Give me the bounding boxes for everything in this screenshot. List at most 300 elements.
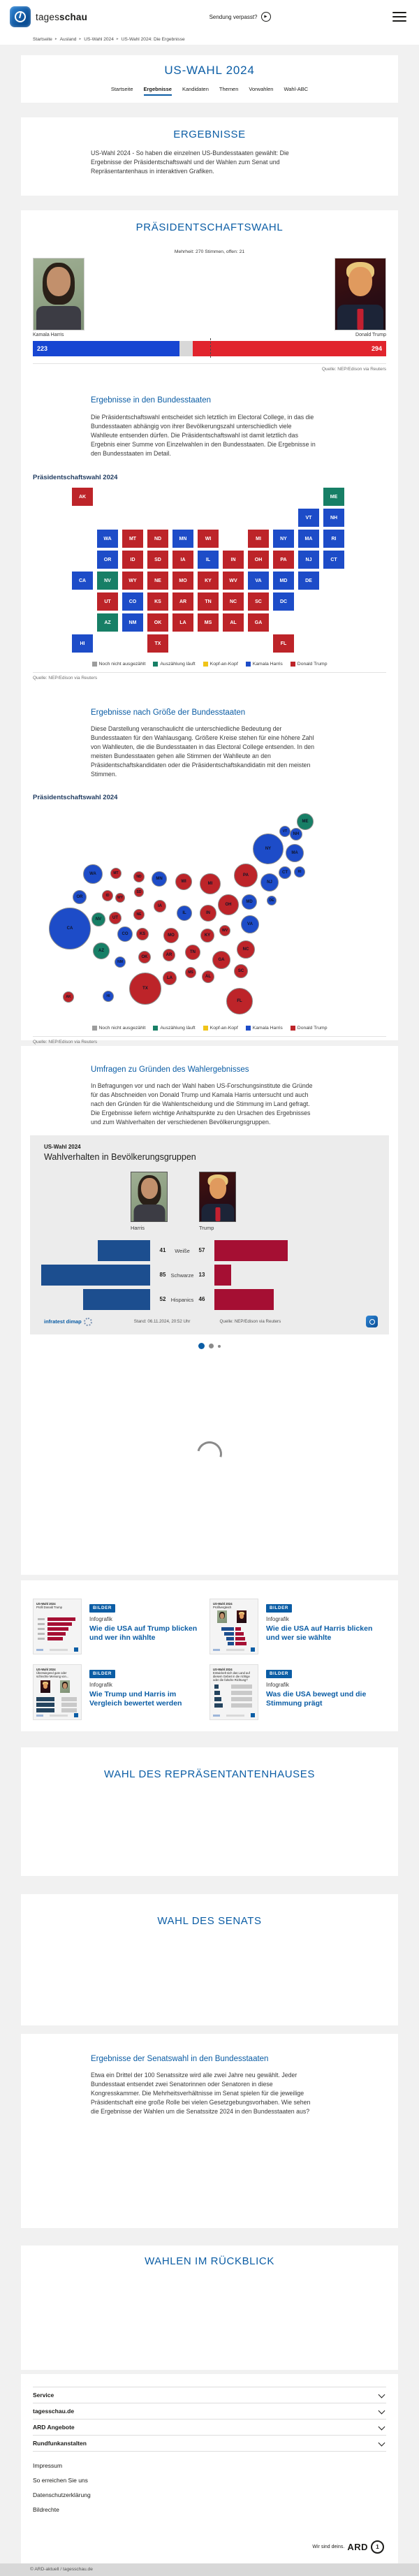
legend-item xyxy=(203,662,238,667)
thumb-caption-mark xyxy=(226,1715,244,1717)
trump-value: 13 xyxy=(198,1272,205,1279)
map-state-VT[interactable]: VT xyxy=(297,508,320,527)
map-state-CA[interactable]: CA xyxy=(71,571,94,590)
survey-text: In Befragungen vor und nach der Wahl haben US-Forschungsinstitute die Gründe für das Abschneiden von Donald Trump und Kamala Harris untersucht und auch nach den Gründen für die Wahlentscheidung und die Stimmung im Land gefragt. Die Ergebnisse liefern wichtige Anhaltspunkte zu den Ursachen des Ergebnisses und zum Wahlverhalten der verschiedenen Bevölkerungsgruppen. xyxy=(91,1082,313,1126)
source-note: Quelle: NEP/Edison via Reuters xyxy=(219,1319,281,1325)
map-state-MT[interactable]: MT xyxy=(122,529,144,548)
play-icon: ▶ xyxy=(261,12,271,22)
hub-card xyxy=(21,55,398,103)
map-state-AZ[interactable]: AZ xyxy=(96,613,119,632)
map-state-CT[interactable]: CT xyxy=(323,550,345,569)
trump-bar-Weiße xyxy=(214,1240,288,1261)
map-state-NH[interactable]: NH xyxy=(323,508,345,527)
breadcrumb-separator-icon: ▸ xyxy=(79,37,82,41)
map-chart-kicker: Präsidentschaftswahl 2024 xyxy=(33,474,118,482)
legend-item xyxy=(291,662,328,667)
group-label: Hispanics xyxy=(170,1297,194,1304)
sendung-verpasst-link[interactable] xyxy=(210,12,271,22)
map-state-NJ[interactable]: NJ xyxy=(297,550,320,569)
tagesschau-wordmark: tagesschau xyxy=(36,11,88,22)
thumb-logo-mark xyxy=(251,1713,255,1717)
trump-thumb-photo xyxy=(41,1680,50,1693)
bubble-chart-kicker: Präsidentschaftswahl 2024 xyxy=(33,794,118,802)
cartogram-state-KS[interactable]: KS xyxy=(136,928,149,940)
thumb-caption-mark xyxy=(50,1649,68,1651)
map-state-MD[interactable]: MD xyxy=(272,571,295,590)
breadcrumb-item[interactable]: Startseite xyxy=(33,36,52,42)
majority-note: Mehrheit: 270 Stimmen, offen: 21 xyxy=(174,249,245,254)
source-note: Quelle: NEP/Edison via Reuters xyxy=(33,676,98,681)
senate-states-text: Etwa ein Drittel der 100 Senatssitze wird alle zwei Jahre neu gewählt. Jeder Bundesstaat entsendet zwei Senatorinnen oder Senatoren in diese Kongresskammer. Die Mehrheitsverhältnisse im Senat spielen für die jeweilige Präsidentschaft eine große Rolle bei vielen Gesetzgebungsvorhaben. Wie sehen die Ergebnisse der Wahlen um die Senatssitze 2024 in den Bundesstaaten aus? xyxy=(91,2072,311,2116)
teaser-thumbnail xyxy=(33,1599,82,1654)
map-state-NV[interactable]: NV xyxy=(96,571,119,590)
tab-startseite[interactable]: Startseite xyxy=(110,85,133,92)
thumb-provider-mark xyxy=(213,1649,220,1651)
sendung-verpasst-label: Sendung verpasst? xyxy=(209,13,258,20)
cartogram-state-TN[interactable]: TN xyxy=(185,945,200,960)
cartogram-state-RI[interactable]: RI xyxy=(294,866,305,878)
teaser-title[interactable]: Wie die USA auf Harris blicken und wer sie wählte xyxy=(266,1624,373,1643)
map-state-NM[interactable]: NM xyxy=(122,613,144,632)
carousel-dots xyxy=(21,1343,398,1349)
cartogram-state-MI[interactable]: MI xyxy=(200,873,221,894)
cartogram-state-TX[interactable]: TX xyxy=(129,973,161,1005)
legend-swatch xyxy=(153,1026,158,1031)
cartogram-state-NE[interactable]: NE xyxy=(133,909,145,920)
map-state-IL[interactable]: IL xyxy=(197,550,219,569)
teaser-card xyxy=(21,1580,398,1731)
legend-label: Kopf-an-Kopf xyxy=(210,1026,238,1031)
cartogram-state-MS[interactable]: MS xyxy=(185,967,196,978)
carousel-dot-3[interactable] xyxy=(218,1345,221,1348)
map-state-NY[interactable]: NY xyxy=(272,529,295,548)
thumb-logo-mark xyxy=(74,1713,78,1717)
harris-value: 52 xyxy=(159,1296,166,1303)
footer-accordion-ard-angebote[interactable] xyxy=(33,2419,386,2435)
tab-kandidaten[interactable]: Kandidaten xyxy=(182,85,209,92)
map-state-SD[interactable]: SD xyxy=(147,550,169,569)
legend-swatch xyxy=(203,662,208,667)
map-state-IN[interactable]: IN xyxy=(222,550,244,569)
teaser-item-1[interactable] xyxy=(33,1599,210,1654)
trump-thumb-photo xyxy=(237,1610,247,1623)
cartogram-state-AL[interactable]: AL xyxy=(202,970,214,983)
states-section-text: Die Präsidentschaftswahl entscheidet sich letztlich im Electoral College, in das die Bundesstaaten abhängig von ihrer Bevölkerungszahl unterschiedlich viele Wahlleute entsenden dürfen. Die Präsidentschaftswahl ist damit letztlich das Ergebnis einer Summe von Einzelwahlen in den Bundesstaaten. Die Ergebnisse in den Bundesstaaten im Detail. xyxy=(91,413,316,457)
intro-title: ERGEBNISSE xyxy=(173,128,246,140)
thumb-caption-mark xyxy=(50,1715,68,1717)
harris-column-label: Harris xyxy=(131,1225,145,1232)
accordion-label: Service xyxy=(33,2391,54,2399)
cartogram-state-NV[interactable]: NV xyxy=(91,912,105,926)
ard-logo xyxy=(312,2540,384,2554)
demographics-chart-panel xyxy=(30,1135,389,1334)
trump-name: Donald Trump xyxy=(355,332,386,337)
map-state-MN[interactable]: MN xyxy=(172,529,194,548)
retro-title: WAHLEN IM RÜCKBLICK xyxy=(145,2255,274,2267)
chart-title: Wahlverhalten in Bevölkerungsgruppen xyxy=(44,1152,196,1163)
cartogram-state-SD[interactable]: SD xyxy=(134,887,144,897)
group-label: Weiße xyxy=(175,1248,190,1255)
thumb-footer xyxy=(213,1713,255,1717)
map-state-PA[interactable]: PA xyxy=(272,550,295,569)
cartogram-state-ND[interactable]: ND xyxy=(133,871,145,882)
legend-label: Kamala Harris xyxy=(252,1026,283,1031)
harris-bar-Weiße xyxy=(98,1240,150,1261)
map-state-GA[interactable]: GA xyxy=(247,613,270,632)
trump-value: 46 xyxy=(198,1296,205,1303)
stand-note: Stand: 06.11.2024, 20:52 Uhr xyxy=(133,1319,191,1325)
map-state-ME[interactable]: ME xyxy=(323,487,345,507)
legend-swatch xyxy=(291,662,295,667)
legend-item xyxy=(153,1026,195,1031)
map-state-IA[interactable]: IA xyxy=(172,550,194,569)
cartogram-state-ME[interactable]: ME xyxy=(297,813,314,830)
cartogram-state-ID[interactable]: ID xyxy=(102,890,113,901)
kamala-harris-photo xyxy=(33,258,84,330)
legend-label: Auszählung läuft xyxy=(160,662,196,667)
cartogram-state-SC[interactable]: SC xyxy=(234,964,248,978)
map-state-SC[interactable]: SC xyxy=(247,592,270,611)
map-state-FL[interactable]: FL xyxy=(272,634,295,653)
harris-thumb-photo xyxy=(60,1680,70,1693)
cartogram-legend xyxy=(21,1026,398,1031)
open-bar-segment xyxy=(179,341,193,356)
cartogram-state-NM[interactable]: NM xyxy=(115,956,126,968)
map-state-UT[interactable]: UT xyxy=(96,592,119,611)
hamburger-menu-icon[interactable] xyxy=(392,12,406,22)
tagesschau-logo[interactable] xyxy=(10,6,87,27)
teaser-kicker: Infografik xyxy=(266,1616,289,1623)
thumb-footer xyxy=(36,1647,78,1652)
footer-link-bildrechte[interactable]: Bildrechte xyxy=(33,2506,59,2514)
legend-label: Donald Trump xyxy=(297,662,328,667)
cartogram-state-VA[interactable]: VA xyxy=(241,915,259,933)
map-state-MA[interactable]: MA xyxy=(297,529,320,548)
map-state-AK[interactable]: AK xyxy=(71,487,94,507)
cartogram-state-VT[interactable]: VT xyxy=(279,826,291,837)
harris-bar-Hispanics xyxy=(83,1289,150,1310)
legend-swatch xyxy=(153,662,158,667)
breadcrumb-separator-icon: ▸ xyxy=(54,37,57,41)
cartogram-state-CO[interactable]: CO xyxy=(117,926,133,942)
cartogram-state-OK[interactable]: OK xyxy=(138,951,151,963)
legend-label: Kopf-an-Kopf xyxy=(210,662,238,667)
senate-states-title: Ergebnisse der Senatswahl in den Bundesstaaten xyxy=(91,2054,269,2063)
teaser-meta xyxy=(89,1599,208,1654)
copyright-bar xyxy=(0,2563,419,2576)
thumb-provider-mark xyxy=(213,1715,220,1717)
cartogram-state-MD[interactable]: MD xyxy=(242,894,257,910)
legend-item xyxy=(203,1026,238,1031)
map-state-ND[interactable]: ND xyxy=(147,529,169,548)
legend-item xyxy=(92,662,146,667)
trump-photo-small xyxy=(199,1172,236,1222)
cartogram-state-NJ[interactable]: NJ xyxy=(260,873,279,892)
thumb-logo-mark xyxy=(74,1647,78,1652)
breadcrumb-item[interactable]: US-Wahl 2024 xyxy=(84,36,114,42)
map-state-OR[interactable]: OR xyxy=(96,550,119,569)
map-state-WY[interactable]: WY xyxy=(122,571,144,590)
cartogram-state-KY[interactable]: KY xyxy=(200,929,214,943)
house-card xyxy=(21,1747,398,1876)
legend-label: Donald Trump xyxy=(297,1026,328,1031)
thumb-logo-mark xyxy=(251,1647,255,1652)
chevron-down-icon xyxy=(378,2392,385,2399)
cartogram-state-CA[interactable]: CA xyxy=(49,908,91,949)
map-state-WV[interactable]: WV xyxy=(222,571,244,590)
breadcrumb xyxy=(0,34,419,48)
thumb-title: Profil Donald Trump xyxy=(36,1606,63,1610)
infratest-dimap-logo: infratest dimap xyxy=(44,1318,92,1326)
legend-swatch xyxy=(92,1026,97,1031)
thumb-kicker: US-Wahl 2024 xyxy=(213,1668,233,1672)
map-state-AR[interactable]: AR xyxy=(172,592,194,611)
cartogram-state-MO[interactable]: MO xyxy=(163,928,179,943)
legend-label: Noch nicht ausgezählt xyxy=(98,662,146,667)
chevron-down-icon xyxy=(378,2408,385,2415)
cartogram-state-LA[interactable]: LA xyxy=(163,971,177,985)
cartogram-state-WV[interactable]: WV xyxy=(219,925,230,936)
tagesschau-mini-logo xyxy=(366,1316,378,1327)
cartogram-state-FL[interactable]: FL xyxy=(226,988,253,1014)
intro-card xyxy=(21,117,398,196)
cartogram-state-MN[interactable]: MN xyxy=(152,871,167,887)
map-state-WA[interactable]: WA xyxy=(96,529,119,548)
harris-value: 85 xyxy=(159,1272,166,1279)
cartogram-state-DE[interactable]: DE xyxy=(267,896,277,905)
thumb-title: Profilvergleich xyxy=(213,1606,232,1610)
cartogram-state-UT[interactable]: UT xyxy=(109,912,122,924)
trump-votes: 294 xyxy=(371,344,382,352)
cartogram-state-AR[interactable]: AR xyxy=(163,949,175,961)
teaser-item-3[interactable] xyxy=(33,1664,210,1720)
map-state-VA[interactable]: VA xyxy=(247,571,270,590)
map-state-MS[interactable]: MS xyxy=(197,613,219,632)
map-state-CO[interactable]: CO xyxy=(122,592,144,611)
map-state-OH[interactable]: OH xyxy=(247,550,270,569)
president-title: PRÄSIDENTSCHAFTSWAHL xyxy=(135,221,284,234)
legend-swatch xyxy=(92,662,97,667)
map-state-NC[interactable]: NC xyxy=(222,592,244,611)
cartogram-state-AK[interactable]: AK xyxy=(63,991,74,1003)
harris-photo-small xyxy=(131,1172,168,1222)
survey-title: Umfragen zu Gründen des Wahlergebnisses xyxy=(91,1065,249,1074)
trump-bar-segment xyxy=(193,341,386,356)
senate-card xyxy=(21,1894,398,2025)
trump-bar-Hispanics xyxy=(214,1289,274,1310)
chart-footer xyxy=(44,1316,378,1327)
retro-card xyxy=(21,2246,398,2370)
map-state-TN[interactable]: TN xyxy=(197,592,219,611)
harris-name: Kamala Harris xyxy=(33,332,64,337)
footer-link-datenschutzerklärung[interactable]: Datenschutzerklärung xyxy=(33,2491,91,2499)
cartogram-state-HI[interactable]: HI xyxy=(103,991,114,1002)
size-section-title: Ergebnisse nach Größe der Bundesstaaten xyxy=(91,708,246,717)
footer-accordion-tagesschau-de[interactable] xyxy=(33,2403,386,2419)
map-state-DC[interactable]: DC xyxy=(272,592,295,611)
cartogram-state-MA[interactable]: MA xyxy=(286,844,304,862)
teaser-kicker: Infografik xyxy=(266,1682,289,1689)
map-state-RI[interactable]: RI xyxy=(323,529,345,548)
legend-label: Noch nicht ausgezählt xyxy=(98,1026,146,1031)
carousel-dot-1[interactable] xyxy=(198,1343,205,1349)
legend-label: Auszählung läuft xyxy=(160,1026,196,1031)
teaser-item-2[interactable] xyxy=(210,1599,386,1654)
teaser-kicker: Infografik xyxy=(89,1682,112,1689)
cartogram-state-GA[interactable]: GA xyxy=(212,951,230,969)
tab-themen[interactable]: Themen xyxy=(219,85,239,92)
thumb-caption-mark xyxy=(226,1649,244,1651)
hub-tab-nav xyxy=(21,86,398,96)
footer xyxy=(21,2374,398,2563)
us-cartogram xyxy=(33,806,340,1019)
teaser-thumbnail xyxy=(210,1599,258,1654)
thumb-kicker: US-Wahl 2024 xyxy=(213,1602,233,1606)
candidate-row xyxy=(33,248,386,330)
chart-kicker: US-Wahl 2024 xyxy=(44,1144,81,1151)
legend-item xyxy=(291,1026,328,1031)
teaser-meta xyxy=(266,1599,385,1654)
cartogram-state-IL[interactable]: IL xyxy=(177,905,192,921)
map-state-WI[interactable]: WI xyxy=(197,529,219,548)
bilder-badge: BILDER xyxy=(266,1670,292,1678)
map-legend xyxy=(21,662,398,667)
cartogram-state-CT[interactable]: CT xyxy=(279,866,291,879)
legend-item xyxy=(246,1026,283,1031)
cartogram-state-WA[interactable]: WA xyxy=(83,864,103,884)
legend-swatch xyxy=(203,1026,208,1031)
legend-swatch xyxy=(246,662,251,667)
president-card xyxy=(21,210,398,1045)
group-label: Schwarze xyxy=(170,1272,194,1279)
us-results-map xyxy=(71,487,348,655)
legend-item xyxy=(153,662,195,667)
cartogram-state-IA[interactable]: IA xyxy=(154,900,166,912)
teaser-kicker: Infografik xyxy=(89,1616,112,1623)
harris-thumb-photo xyxy=(217,1610,227,1623)
teaser-meta xyxy=(89,1664,208,1720)
map-state-TX[interactable]: TX xyxy=(147,634,169,653)
cartogram-state-NH[interactable]: NH xyxy=(290,828,302,841)
source-note: Quelle: NEP/Edison via Reuters xyxy=(321,366,386,372)
survey-card xyxy=(21,1046,398,1575)
ard-wordmark: ARD xyxy=(347,2541,368,2552)
source-note: Quelle: NEP/Edison via Reuters xyxy=(33,1040,98,1045)
map-state-KS[interactable]: KS xyxy=(147,592,169,611)
accordion-label: Rundfunkanstalten xyxy=(33,2439,87,2447)
tagesschau-app-icon xyxy=(10,6,31,27)
teaser-title[interactable]: Wie Trump und Harris im Vergleich bewertet werden xyxy=(89,1690,182,1708)
map-state-DE[interactable]: DE xyxy=(297,571,320,590)
teaser-meta xyxy=(266,1664,385,1720)
cartogram-state-OR[interactable]: OR xyxy=(73,890,87,904)
thumb-title: Entwickelt sich das Land auf diesem Gebiet in die richtige oder die falsche Richtung? xyxy=(213,1671,250,1682)
thumb-kicker: US-Wahl 2024 xyxy=(36,1668,56,1672)
map-state-NE[interactable]: NE xyxy=(147,571,169,590)
donald-trump-photo xyxy=(335,258,386,330)
states-section-title: Ergebnisse in den Bundesstaaten xyxy=(91,396,211,405)
cartogram-state-AZ[interactable]: AZ xyxy=(93,943,110,959)
cartogram-state-NC[interactable]: NC xyxy=(237,940,255,959)
legend-item xyxy=(246,662,283,667)
electoral-college-bar xyxy=(33,341,386,356)
thumb-kicker: US-Wahl 2024 xyxy=(36,1602,56,1606)
map-state-KY[interactable]: KY xyxy=(197,571,219,590)
tab-ergebnisse[interactable]: Ergebnisse xyxy=(144,86,172,96)
footer-accordion-rundfunkanstalten[interactable] xyxy=(33,2435,386,2452)
chevron-down-icon xyxy=(378,2424,385,2431)
breadcrumb-item[interactable]: US-Wahl 2024: Die Ergebnisse xyxy=(121,36,185,42)
cartogram-state-OH[interactable]: OH xyxy=(218,894,239,915)
harris-votes: 223 xyxy=(37,344,48,352)
teaser-title[interactable]: Was die USA bewegt und die Stimmung prägt xyxy=(266,1690,367,1708)
house-title: WAHL DES REPRÄSENTANTENHAUSES xyxy=(104,1768,315,1780)
thumb-provider-mark xyxy=(36,1649,43,1651)
chevron-down-icon xyxy=(378,2440,385,2447)
legend-label: Kamala Harris xyxy=(252,662,283,667)
map-state-ID[interactable]: ID xyxy=(122,550,144,569)
map-state-MO[interactable]: MO xyxy=(172,571,194,590)
senate-title: WAHL DES SENATS xyxy=(157,1915,262,1928)
senate-states-card xyxy=(21,2034,398,2228)
footer-accordion-service[interactable] xyxy=(33,2387,386,2403)
legend-swatch xyxy=(246,1026,251,1031)
majority-marker xyxy=(210,338,211,358)
map-state-OK[interactable]: OK xyxy=(147,613,169,632)
harris-bar-Schwarze xyxy=(41,1265,150,1286)
tab-vorwahlen[interactable]: Vorwahlen xyxy=(249,85,274,92)
footer-link-so-erreichen-sie-uns[interactable]: So erreichen Sie uns xyxy=(33,2477,88,2484)
teaser-item-4[interactable] xyxy=(210,1664,386,1720)
thumb-footer xyxy=(213,1647,255,1652)
cartogram-state-IN[interactable]: IN xyxy=(200,905,216,922)
trump-column-label: Trump xyxy=(199,1225,214,1232)
loading-area xyxy=(21,1349,398,1559)
accordion-label: tagesschau.de xyxy=(33,2407,75,2415)
teaser-thumbnail xyxy=(210,1664,258,1720)
map-state-HI[interactable]: HI xyxy=(71,634,94,653)
size-section-text: Diese Darstellung veranschaulicht die unterschiedliche Bedeutung der Bundesstaaten für den Wahlausgang. Größere Kreise stehen für eine höhere Zahl von Wahlleuten, die die Bundesstaaten in das Electoral College entsenden. In den meisten Bundesstaaten gehen alle Stimmen der Wahlleute an den Präsidentschaftskandidaten oder die Präsidentschaftskandidatin mit den meisten Stimmen. xyxy=(91,725,314,778)
tab-wahl-abc[interactable]: Wahl-ABC xyxy=(284,85,309,92)
trump-bar-Schwarze xyxy=(214,1265,231,1286)
trump-value: 57 xyxy=(198,1247,205,1254)
bilder-badge: BILDER xyxy=(89,1670,115,1678)
thumb-title: Überwiegend gute oder schlechte Meinung von... xyxy=(36,1671,69,1679)
thumb-provider-mark xyxy=(36,1715,43,1717)
accordion-label: ARD Angebote xyxy=(33,2423,75,2431)
cartogram-state-WY[interactable]: WY xyxy=(115,893,125,903)
cartogram-state-PA[interactable]: PA xyxy=(234,864,258,887)
bilder-badge: BILDER xyxy=(89,1604,115,1613)
cartogram-state-MT[interactable]: MT xyxy=(110,868,122,879)
footer-link-impressum[interactable]: Impressum xyxy=(33,2462,63,2470)
ard-one-icon: 1 xyxy=(371,2540,384,2554)
page-title: US-WAHL 2024 xyxy=(164,64,255,78)
harris-value: 41 xyxy=(159,1247,166,1254)
carousel-dot-2[interactable] xyxy=(209,1344,214,1348)
thumb-footer xyxy=(36,1713,78,1717)
legend-item xyxy=(92,1026,146,1031)
map-state-AL[interactable]: AL xyxy=(222,613,244,632)
map-state-MI[interactable]: MI xyxy=(247,529,270,548)
map-state-LA[interactable]: LA xyxy=(172,613,194,632)
cartogram-state-WI[interactable]: WI xyxy=(175,873,192,890)
legend-swatch xyxy=(291,1026,295,1031)
teaser-title[interactable]: Wie die USA auf Trump blicken und wer ihn wählte xyxy=(89,1624,198,1643)
teaser-thumbnail xyxy=(33,1664,82,1720)
cartogram-state-NY[interactable]: NY xyxy=(253,834,284,864)
breadcrumb-item[interactable]: Ausland xyxy=(59,36,77,42)
